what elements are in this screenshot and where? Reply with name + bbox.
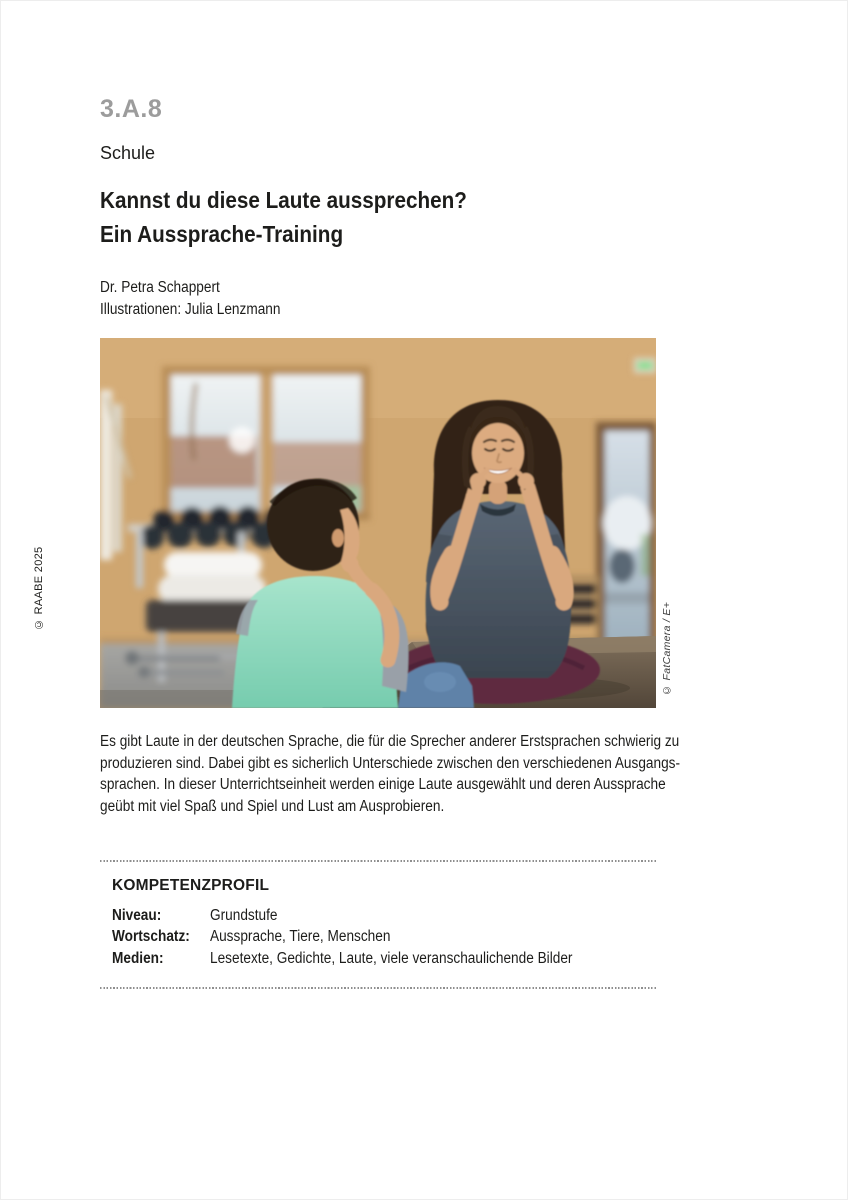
header-photo <box>100 338 656 708</box>
profile-label: Wortschatz: <box>112 928 190 946</box>
photo-illustration <box>100 338 656 708</box>
intro-line: Es gibt Laute in der deutschen Sprache, die für die Sprecher anderer Erstsprachen schwierig zu <box>100 733 680 750</box>
pillow-bottom <box>158 575 266 603</box>
illustrator-credit: Illustrationen: Julia Lenzmann <box>100 301 281 318</box>
title-line-2: Ein Aussprache-Training <box>100 220 344 247</box>
profile-label: Niveau: <box>112 907 162 924</box>
glass-door <box>596 422 656 660</box>
profile-value: Grundstufe <box>210 907 278 924</box>
profile-value: Lesetexte, Gedichte, Laute, viele veranschaulichende Bilder <box>210 949 573 967</box>
profile-label: Medien: <box>112 949 164 967</box>
kompetenzprofil-heading: KOMPETENZPROFIL <box>112 877 270 894</box>
photo-credit: © FatCamera / E+ <box>661 601 673 696</box>
unit-code: 3.A.8 <box>100 95 163 123</box>
author-block <box>100 277 305 321</box>
intro-line: sprachen. In dieser Unterrichtseinheit werden einige Laute ausgewählt und deren Aussprache <box>100 776 666 794</box>
intro-paragraph <box>100 731 759 818</box>
exit-sign <box>634 358 656 373</box>
intro-line: produzieren sind. Dabei gibt es sicherlich Unterschiede zwischen den verschiedenen Ausgangs- <box>100 754 681 772</box>
author-name: Dr. Petra Schappert <box>100 279 220 296</box>
publisher-copyright: © RAABE 2025 <box>33 546 45 630</box>
title-line-1: Kannst du diese Laute aussprechen? <box>100 187 467 213</box>
pillow-top <box>164 552 262 578</box>
profile-row-medien <box>112 948 622 969</box>
profile-row-wortschatz <box>112 926 622 947</box>
profile-value: Aussprache, Tiere, Menschen <box>210 928 391 946</box>
kompetenzprofil-table <box>112 905 622 969</box>
category-label: Schule <box>100 143 156 163</box>
dotted-divider-bottom <box>100 987 656 989</box>
intro-line: geübt mit viel Spaß und Spiel und Lust am Ausprobieren. <box>100 798 445 816</box>
page-title <box>100 184 508 251</box>
profile-row-niveau <box>112 905 622 926</box>
dotted-divider-top <box>100 860 656 862</box>
